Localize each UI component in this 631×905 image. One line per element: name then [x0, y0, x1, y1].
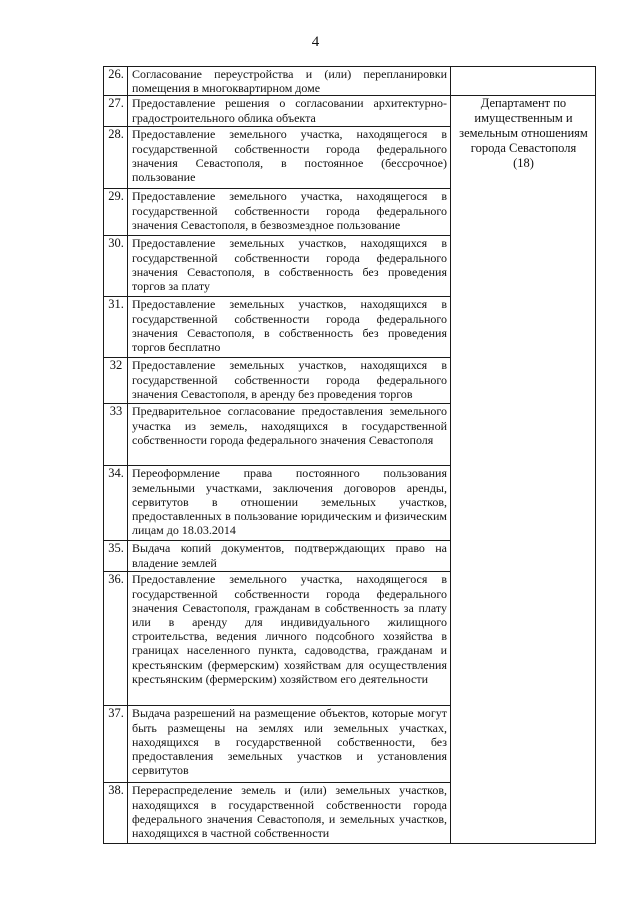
service-name: Переоформление права постоянного пользования земельными участками, заключения договоров аренды, сервитутов в отношении земельных участков, предоставленных в пользование юридическим и физическим лицам до 18.03.2014 [128, 466, 451, 541]
service-name: Выдача копий документов, подтверждающих право на владение землей [128, 541, 451, 572]
department-cell [451, 96, 596, 844]
department-name: Департамент по имущественным и земельным отношениям города Севастополя [459, 96, 588, 156]
department-code: (18) [513, 156, 534, 171]
row-number: 34. [104, 466, 128, 541]
service-name: Согласование переустройства и (или) перепланировки помещения в многоквартирном доме [128, 67, 451, 96]
row-number: 27. [104, 96, 128, 127]
service-name: Предоставление земельного участка, находящегося в государственной собственности города федерального значения Севастополя, в постоянное (бессрочное) пользование [128, 127, 451, 189]
row-number: 35. [104, 541, 128, 572]
row-number: 37. [104, 706, 128, 783]
service-name: Выдача разрешений на размещение объектов, которые могут быть размещены на землях или земельных участках, находящихся в государственной собственности, без предоставления земельных участков и установления сервитутов [128, 706, 451, 783]
service-name: Предоставление земельных участков, находящихся в государственной собственности города федерального значения Севастополя, в собственность без проведения торгов бесплатно [128, 297, 451, 358]
row-number: 31. [104, 297, 128, 358]
service-name: Предоставление земельного участка, находящегося в государственной собственности города федерального значения Севастополя, в безвозмездное пользование [128, 189, 451, 236]
row-number: 29. [104, 189, 128, 236]
row-number: 30. [104, 236, 128, 297]
row-number: 26. [104, 67, 128, 96]
row-number: 32 [104, 358, 128, 404]
service-name: Предоставление земельных участков, находящихся в государственной собственности города федерального значения Севастополя, в собственность без проведения торгов за плату [128, 236, 451, 297]
table-row [104, 67, 596, 96]
services-table [103, 66, 596, 844]
row-number: 33 [104, 404, 128, 466]
department-cell-empty [451, 67, 596, 96]
row-number: 38. [104, 783, 128, 844]
service-name: Перераспределение земель и (или) земельных участков, находящихся в государственной собственности города федерального значения Севастополя, и земельных участков, находящихся в частной собственности [128, 783, 451, 844]
row-number: 36. [104, 572, 128, 706]
service-name: Предоставление земельных участков, находящихся в государственной собственности города федерального значения Севастополя, в аренду без проведения торгов [128, 358, 451, 404]
service-name: Предоставление земельного участка, находящегося в государственной собственности города федерального значения Севастополя, гражданам в собственность за плату или в аренду для индивидуального жилищного строительства, ведения личного подсобного хозяйства в границах населенного пункта, садоводства, гражданам и крестьянским (фермерским) хозяйствам для осуществления крестьянским (фермерским) хозяйством его деятельности [128, 572, 451, 706]
row-number: 28. [104, 127, 128, 189]
service-name: Предварительное согласование предоставления земельного участка из земель, находящихся в государственной собственности города федерального значения Севастополя [128, 404, 451, 466]
table-row [104, 96, 596, 127]
service-name: Предоставление решения о согласовании архитектурно-градостроительного облика объекта [128, 96, 451, 127]
page-number: 4 [311, 34, 320, 50]
